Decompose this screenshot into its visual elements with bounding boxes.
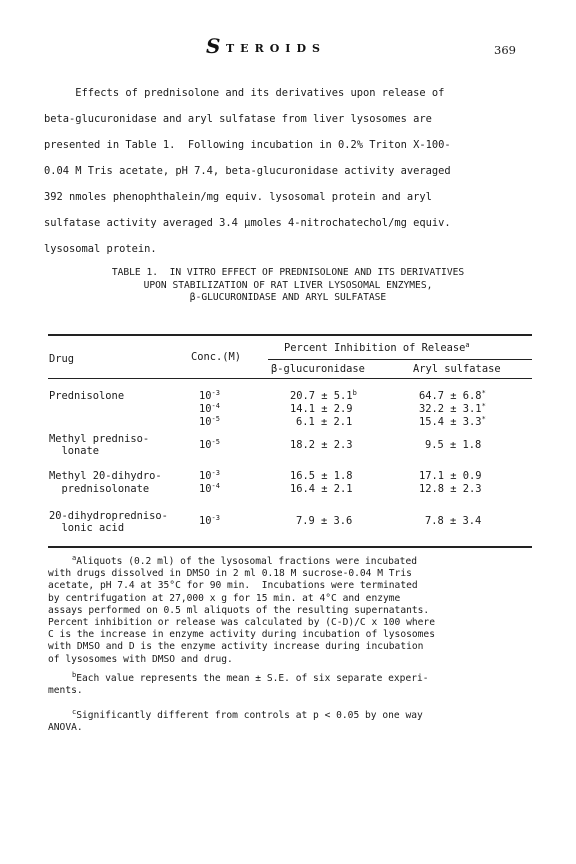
col-header-group: Percent Inhibition of Release$^a$ — [284, 341, 470, 354]
table-cell-drug: Methyl 20-dihydro- — [49, 470, 162, 482]
paragraph-line: presented in Table 1. Following incubation in 0.2% Triton X-100- — [44, 139, 451, 151]
table-cell-drug: lonate — [49, 445, 100, 457]
table-cell-aryl: 64.7 ± 6.8* — [419, 389, 486, 402]
caption-line: TABLE 1. IN VITRO EFFECT OF PREDNISOLONE AND ITS DERIVATIVES — [111, 267, 465, 278]
table-cell-conc: $10^{-3}$ — [199, 514, 220, 527]
paragraph-line: 392 nmoles phenophthalein/mg equiv. lysosomal protein and aryl — [44, 191, 432, 203]
footnote-mark: a — [72, 554, 77, 562]
table-cell-aryl: 12.8 ± 2.3 — [419, 483, 482, 495]
table-bottom-rule — [48, 546, 532, 548]
table-cell-gluc: 18.2 ± 2.3 — [290, 439, 353, 451]
table-cell-drug: 20-dihydropredniso- — [49, 510, 168, 522]
table-cell-gluc: 16.4 ± 2.1 — [290, 483, 353, 495]
caption-line: UPON STABILIZATION OF RAT LIVER LYSOSOMAL ENZYMES, — [143, 279, 433, 291]
table-cell-aryl: 32.2 ± 3.1* — [419, 402, 486, 415]
col-header-aryl: Aryl sulfatase — [413, 363, 501, 375]
table-cell-aryl: 17.1 ± 0.9 — [419, 470, 482, 482]
footnote-mark: b — [72, 671, 77, 679]
paragraph-line: Effects of prednisolone and its derivatives upon release of — [44, 87, 445, 99]
table-cell-conc: $10^{-4}$ — [199, 482, 220, 495]
footnote-c: $^c$Significantly different from controls at p < 0.05 by one way ANOVA. — [48, 708, 423, 734]
table-cell-gluc: 7.9 ± 3.6 — [296, 515, 353, 527]
footnote-mark-a: a — [465, 341, 470, 349]
table-caption — [44, 267, 532, 305]
table-cell-conc: $10^{-4}$ — [199, 402, 220, 415]
table-cell-aryl: 9.5 ± 1.8 — [425, 439, 482, 451]
table-cell-conc: $10^{-5}$ — [199, 415, 220, 428]
table-cell-drug: Prednisolone — [49, 390, 125, 402]
svg-text:S: S — [206, 38, 221, 56]
steroids-logo-icon — [206, 38, 356, 56]
paragraph-line: lysosomal protein. — [44, 243, 157, 255]
table-cell-gluc: 16.5 ± 1.8 — [290, 470, 353, 482]
table-cell-drug: lonic acid — [49, 522, 125, 534]
table-cell-gluc: 20.7 ± 5.1$^b$ — [290, 389, 357, 402]
group-header-rule — [268, 359, 532, 360]
table-cell-drug: Methyl predniso- — [49, 433, 150, 445]
table-cell-conc: $10^{-3}$ — [199, 389, 220, 402]
body-paragraph — [44, 80, 451, 262]
caption-line: β-GLUCURONIDASE AND ARYL SULFATASE — [189, 292, 387, 303]
footnote-a: $^a$Aliquots (0.2 ml) of the lysosomal fractions were incubated with drugs dissolved in DMSO in 2 ml 0.18 M sucrose-0.04 M Tris acetate, pH 7.4 at 35°C for 90 min. Incubations were terminated by centrifugation at 27,000 x g for 15 min. at 4°C and enzyme assays performed on 0.5 ml aliquots of the resulting supernatants. Percent inhibition or release was calculated by (C-D)/C x 100 where C is the increase in enzyme activity during incubation of lysosomes with DMSO and D is the enzyme activity increase during incubation of lysosomes with DMSO and drug. — [48, 554, 435, 665]
svg-text:TEROIDS: TEROIDS — [226, 42, 326, 55]
table-cell-aryl: 7.8 ± 3.4 — [425, 515, 482, 527]
table-cell-gluc: 14.1 ± 2.9 — [290, 403, 353, 415]
table-cell-aryl: 15.4 ± 3.3* — [419, 415, 486, 428]
col-header-conc: Conc.(M) — [191, 351, 242, 363]
header-bottom-rule — [48, 378, 532, 379]
paragraph-line: beta-glucuronidase and aryl sulfatase from liver lysosomes are — [44, 113, 432, 125]
page-number: 369 — [494, 43, 516, 57]
paragraph-line: 0.04 M Tris acetate, pH 7.4, beta-glucuronidase activity averaged — [44, 165, 451, 177]
footnote-mark: c — [72, 708, 77, 716]
table-top-rule — [48, 334, 532, 336]
table-cell-conc: $10^{-5}$ — [199, 438, 220, 451]
col-header-gluc: β-glucuronidase — [271, 363, 365, 375]
table-cell-gluc: 6.1 ± 2.1 — [296, 416, 353, 428]
footnote-b: $^b$Each value represents the mean ± S.E. of six separate experi- ments. — [48, 671, 429, 697]
table-cell-conc: $10^{-3}$ — [199, 469, 220, 482]
col-header-drug: Drug — [49, 353, 75, 365]
table-cell-drug: prednisolonate — [49, 483, 150, 495]
paragraph-line: sulfatase activity averaged 3.4 µmoles 4-nitrochatechol/mg equiv. — [44, 217, 451, 229]
journal-logo — [206, 38, 356, 56]
